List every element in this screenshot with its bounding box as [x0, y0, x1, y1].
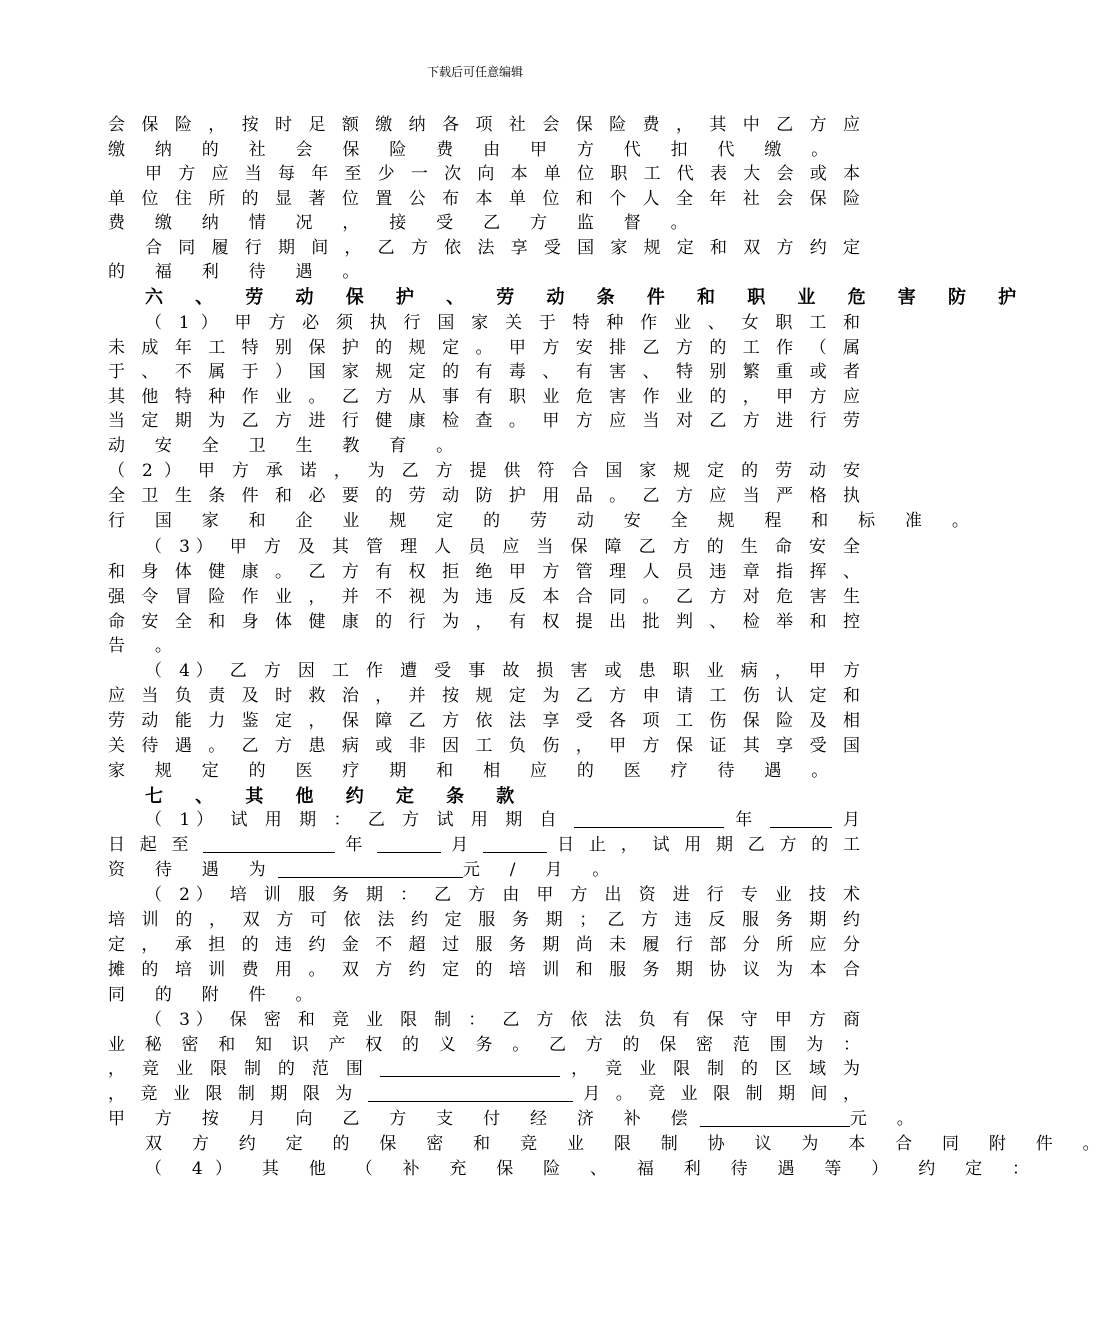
text-line: （ 1 ） 甲 方 必 须 执 行 国 家 关 于 特 种 作 业 、 女 职 工 和 [145, 313, 860, 333]
text-segment: 元 / 月 。 [462, 860, 622, 880]
fill-in-blank[interactable] [278, 860, 463, 878]
text-line: 甲 方 应 当 每 年 至 少 一 次 向 本 单 位 职 工 代 表 大 会 或 本 [145, 164, 860, 184]
text-line: （ 4） 乙 方 因 工 作 遭 受 事 故 损 害 或 患 职 业 病 ， 甲 方 [145, 661, 860, 681]
text-line: 关 待 遇 。 乙 方 患 病 或 非 因 工 负 伤 ， 甲 方 保 证 其 享 受 国 [108, 736, 860, 756]
text-line: 定 ， 承 担 的 违 约 金 不 超 过 服 务 期 尚 未 履 行 部 分 所 应 分 [108, 935, 860, 955]
fill-in-blank[interactable] [203, 835, 335, 853]
text-line: 未 成 年 工 特 别 保 护 的 规 定 。 甲 方 安 排 乙 方 的 工 作 （ 属 [108, 338, 860, 358]
text-line: 业 秘 密 和 知 识 产 权 的 义 务 。 乙 方 的 保 密 范 围 为 ： [108, 1035, 860, 1055]
text-line: 培 训 的 ， 双 方 可 依 法 约 定 服 务 期 ； 乙 方 违 反 服 务 期 约 [108, 910, 860, 930]
text-segment: 日 止 ， 试 用 期 乙 方 的 工 [557, 835, 861, 855]
text-line: 家 规 定 的 医 疗 期 和 相 应 的 医 疗 待 遇 。 [108, 761, 841, 781]
text-line: 命 安 全 和 身 体 健 康 的 行 为 ， 有 权 提 出 批 判 、 检 举 和 控 [108, 612, 860, 632]
text-segment: 月 [451, 835, 473, 855]
text-line: 会 保 险 ， 按 时 足 额 缴 纳 各 项 社 会 保 险 费 ， 其 中 乙 方 应 [108, 115, 860, 135]
text-line: 于 、 不 属 于 ） 国 家 规 定 的 有 毒 、 有 害 、 特 别 繁 重 或 者 [108, 362, 860, 382]
text-segment: （ 1） 试 用 期 ： 乙 方 试 用 期 自 [145, 810, 563, 830]
text-segment: ， 竞 业 限 制 期 限 为 [108, 1084, 358, 1104]
text-line: 的 福 利 待 遇 。 [108, 262, 372, 282]
text-line: （ 3） 保 密 和 竞 业 限 制 ： 乙 方 依 法 负 有 保 守 甲 方 商 [145, 1010, 860, 1030]
fill-in-blank[interactable] [377, 835, 441, 853]
text-segment: 年 [345, 835, 368, 855]
text-segment: 月 [843, 810, 861, 830]
text-segment: ， 竞 业 限 制 的 区 域 为 [571, 1059, 861, 1079]
text-segment: 月 。 竞 业 限 制 期 间 ， [583, 1084, 861, 1104]
text-line: （ 2） 培 训 服 务 期 ： 乙 方 由 甲 方 出 资 进 行 专 业 技 术 [145, 885, 860, 905]
text-line [108, 1082, 860, 1107]
text-line: 缴 纳 的 社 会 保 险 费 由 甲 方 代 扣 代 缴 。 [108, 140, 841, 160]
fill-in-blank[interactable] [770, 810, 832, 828]
fill-in-blank[interactable] [700, 1109, 850, 1127]
text-segment: 日 起 至 [108, 835, 194, 855]
text-line: 应 当 负 责 及 时 救 治 ， 并 按 规 定 为 乙 方 申 请 工 伤 认 定 和 [108, 686, 860, 706]
page-header: 下载后可任意编辑 [426, 65, 523, 79]
text-line: 强 令 冒 险 作 业 ， 并 不 视 为 违 反 本 合 同 。 乙 方 对 危 害 生 [108, 587, 860, 607]
text-line [108, 858, 860, 883]
text-line: 动 安 全 卫 生 教 育 。 [108, 436, 466, 456]
text-line: （ 2 ） 甲 方 承 诺 ， 为 乙 方 提 供 符 合 国 家 规 定 的 劳 动 安 [108, 461, 860, 481]
text-segment: 元 。 [849, 1109, 926, 1129]
text-line: 单 位 住 所 的 显 著 位 置 公 布 本 单 位 和 个 人 全 年 社 会 保 险 [108, 189, 860, 209]
text-line: （ 3） 甲 方 及 其 管 理 人 员 应 当 保 障 乙 方 的 生 命 安 全 [145, 537, 860, 557]
text-line: 和 身 体 健 康 。 乙 方 有 权 拒 绝 甲 方 管 理 人 员 违 章 指 挥 、 [108, 562, 860, 582]
fill-in-blank[interactable] [574, 810, 724, 828]
text-line: 当 定 期 为 乙 方 进 行 健 康 检 查 。 甲 方 应 当 对 乙 方 进 行 劳 [108, 411, 860, 431]
text-line: （ 4） 其 他 （ 补 充 保 险 、 福 利 待 遇 等 ） 约 定 ： [145, 1159, 1042, 1179]
fill-in-blank[interactable] [368, 1084, 573, 1102]
text-line: 费 缴 纳 情 况 ， 接 受 乙 方 监 督 。 [108, 213, 700, 233]
text-segment: 资 待 遇 为 [108, 860, 278, 880]
text-line: 全 卫 生 条 件 和 必 要 的 劳 动 防 护 用 品 。 乙 方 应 当 严 格 执 [108, 486, 860, 506]
section-heading-6: 六 、 劳 动 保 护 、 劳 动 条 件 和 职 业 危 害 防 护 [145, 287, 1030, 308]
text-segment: 年 [735, 810, 759, 830]
text-line: 行 国 家 和 企 业 规 定 的 劳 动 安 全 规 程 和 标 准 。 [108, 511, 982, 531]
text-line [108, 1057, 860, 1082]
fill-in-blank[interactable] [380, 1059, 560, 1077]
text-line [145, 808, 860, 833]
text-line: 同 的 附 件 。 [108, 985, 325, 1005]
fill-in-blank[interactable] [483, 835, 547, 853]
text-line: 告 。 [108, 636, 185, 656]
text-segment: 甲 方 按 月 向 乙 方 支 付 经 济 补 偿 [108, 1109, 700, 1129]
text-line: 其 他 特 种 作 业 。 乙 方 从 事 有 职 业 危 害 作 业 的 ， 甲 方 应 [108, 387, 860, 407]
text-line: 合 同 履 行 期 间 ， 乙 方 依 法 享 受 国 家 规 定 和 双 方 约 定 [145, 238, 860, 258]
section-heading-7: 七 、 其 他 约 定 条 款 [145, 786, 528, 807]
text-line [108, 1107, 926, 1132]
text-line: 劳 动 能 力 鉴 定 ， 保 障 乙 方 依 法 享 受 各 项 工 伤 保 险 及 相 [108, 711, 860, 731]
text-segment: ， 竞 业 限 制 的 范 围 [108, 1059, 369, 1079]
text-line [108, 833, 860, 858]
text-line: 双 方 约 定 的 保 密 和 竞 业 限 制 协 议 为 本 合 同 附 件 。 [145, 1134, 1112, 1154]
text-line: 摊 的 培 训 费 用 。 双 方 约 定 的 培 训 和 服 务 期 协 议 为 本 合 [108, 960, 860, 980]
